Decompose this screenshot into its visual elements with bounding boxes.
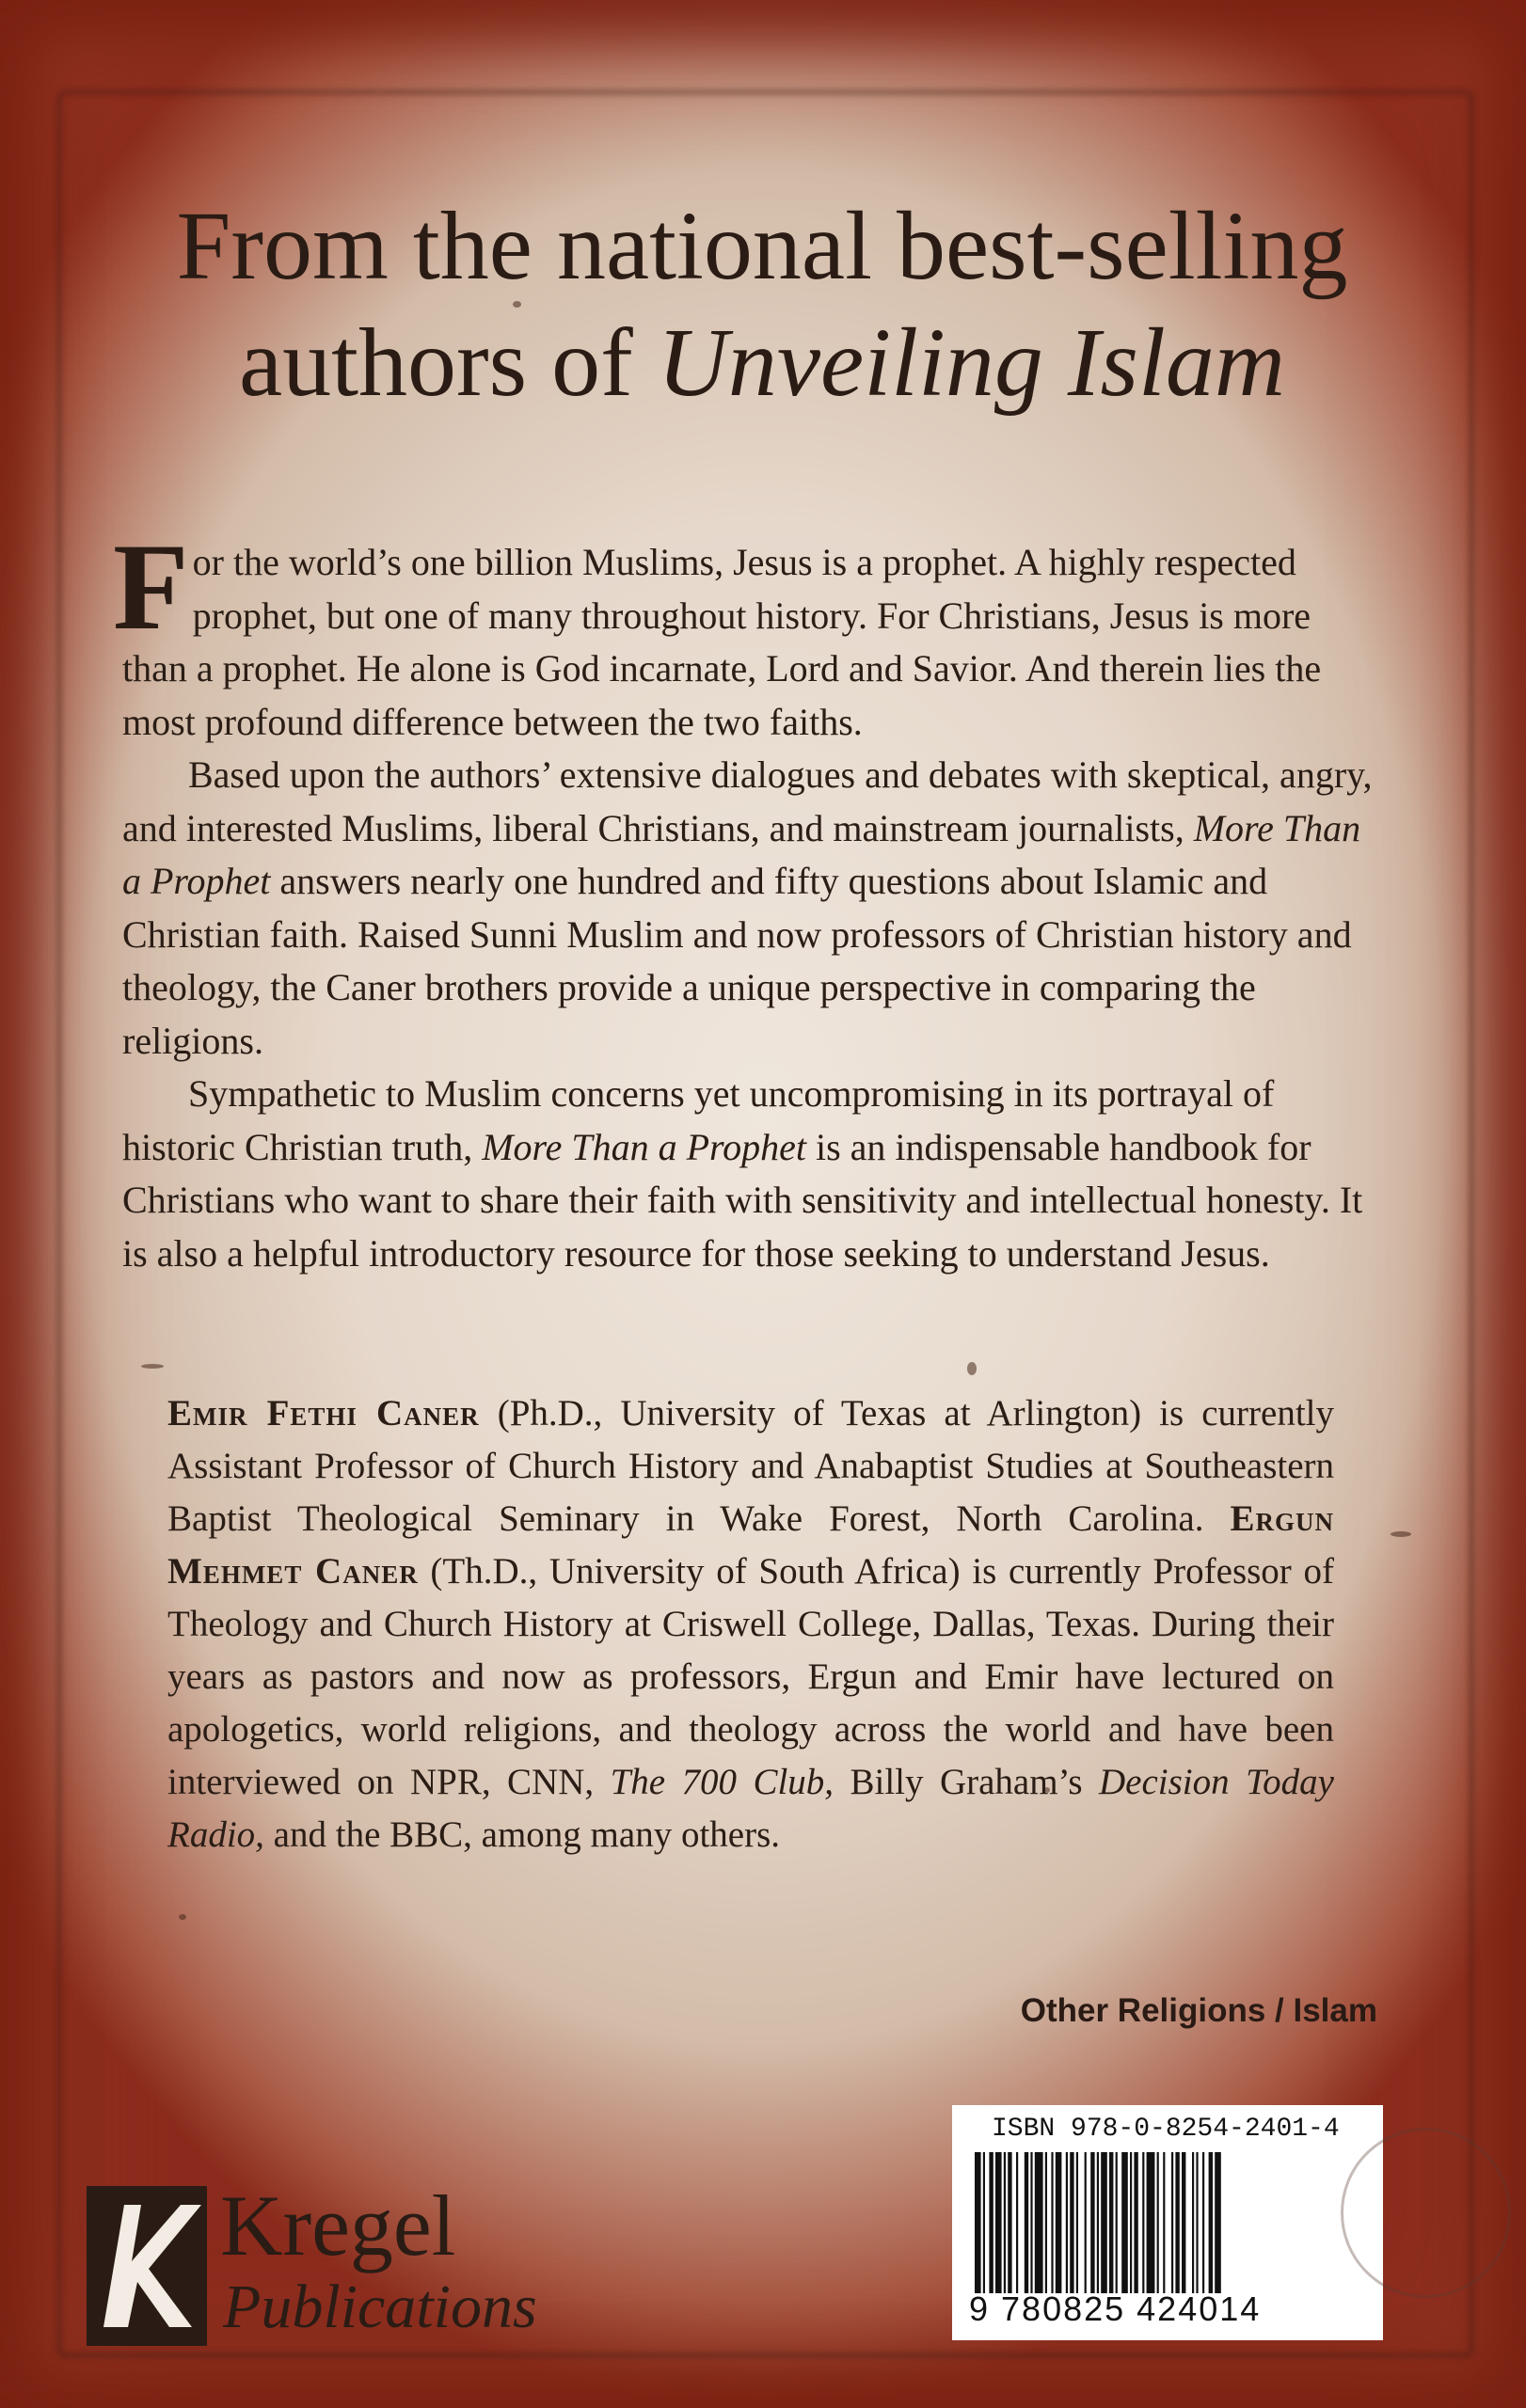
barcode-bar [1202, 2152, 1204, 2293]
bio-show-700-club: The 700 Club, [610, 1762, 835, 1802]
isbn-barcode [952, 2105, 1383, 2340]
barcode-bar [1157, 2152, 1159, 2293]
barcode-bar [1196, 2152, 1198, 2293]
headline-line2-prefix: authors of [238, 309, 658, 417]
description-p3-text-a: Sympathetic to Muslim concerns yet uncompromising in its portrayal of historic Christian truth, [122, 1072, 1275, 1168]
barcode-bar [1121, 2152, 1128, 2293]
gift-stamp [1341, 2128, 1511, 2298]
isbn-number: ISBN 978-0-8254-2401-4 [992, 2115, 1340, 2144]
bio-text-1: (Ph.D., University of Texas at Arlington) is currently Assistant Professor of Church History and Anabaptist Studies at Southeastern Baptist Theological Seminary in Wake Forest, North Carolina. [167, 1393, 1334, 1539]
barcode-bar [1192, 2152, 1194, 2293]
barcode-bar [1134, 2152, 1137, 2293]
description-p2-text-a: Based upon the authors’ extensive dialogues and debates with skeptical, angry, and interested Muslims, liberal Christians, and mainstream journalists, [122, 753, 1373, 849]
bio-show-decision-today: Decision Today Radio, [167, 1762, 1334, 1855]
author-bio [167, 1387, 1334, 1861]
barcode-bar [1051, 2152, 1053, 2293]
description-p1-text: or the world’s one billion Muslims, Jesus is a prophet. A highly respected prophet, but one of many throughout history. For Christians, Jesus is more than a prophet. He alone is God incarnate, Lord and Savior. And therein lies the most profound difference between the two faiths. [122, 541, 1322, 743]
description-paragraph-2 [122, 749, 1383, 1068]
barcode-bar [1035, 2152, 1043, 2293]
barcode-bar [1004, 2152, 1006, 2293]
category-label: Other Religions / Islam [1020, 1992, 1377, 2029]
barcode-bars [971, 2152, 1366, 2293]
speck [967, 1362, 977, 1375]
bio-text-4: and the BBC, among many others. [263, 1814, 781, 1855]
barcode-bar [1116, 2152, 1118, 2293]
author-bio-paragraph [167, 1387, 1334, 1861]
headline-line1: From the national best-selling [176, 192, 1348, 300]
barcode-bar [983, 2152, 985, 2293]
author-name-ergun: Ergun Mehmet Caner [167, 1498, 1334, 1592]
headline-book-title: Unveiling Islam [657, 309, 1285, 417]
barcode-bar [1215, 2152, 1221, 2293]
barcode-bar [1085, 2152, 1087, 2293]
barcode-bar [1209, 2152, 1213, 2293]
barcode-bar [975, 2152, 981, 2293]
barcode-bar [995, 2152, 1002, 2293]
barcode-bar [989, 2152, 993, 2293]
publisher-name: Kregel [220, 2178, 456, 2273]
description-paragraph-1 [113, 517, 1383, 749]
bio-text-2: (Th.D., University of South Africa) is currently Professor of Theology and Church History at Criswell College, Dallas, Texas. During their years as pastors and now as professors, Ergun and Emir have lectured on apologetics, world religions, and theology across the world and have been interviewed on NPR, CNN, [167, 1551, 1334, 1802]
barcode-bar [1101, 2152, 1107, 2293]
barcode-bar [1070, 2152, 1073, 2293]
kregel-k-icon [87, 2186, 207, 2346]
speck [1391, 1531, 1411, 1537]
author-name-emir: Emir Fethi Caner [167, 1393, 480, 1434]
description [113, 517, 1383, 1280]
barcode-digits: 9 780825 424014 [969, 2289, 1262, 2328]
barcode-bar [1056, 2152, 1062, 2293]
barcode-bar [1175, 2152, 1179, 2293]
description-p3-book-title: More Than a Prophet [482, 1125, 806, 1168]
barcode-bar [1109, 2152, 1113, 2293]
description-p2-book-title: More Than a Prophet [122, 806, 1361, 902]
speck [141, 1364, 164, 1369]
barcode-bar [1008, 2152, 1011, 2293]
barcode-bar [1030, 2152, 1032, 2293]
barcode-bar [1171, 2152, 1173, 2293]
barcode-bar [1025, 2152, 1028, 2293]
barcode-bar [1097, 2152, 1099, 2293]
barcode-bar [1076, 2152, 1078, 2293]
speck [179, 1914, 186, 1920]
barcode-bar [1147, 2152, 1155, 2293]
description-p2-text-b: answers nearly one hundred and fifty questions about Islamic and Christian faith. Raised Sunni Muslim and now professors of Christian history and theology, the Caner brothers provide a unique perspective in comparing the religions. [122, 860, 1352, 1062]
barcode-bar [1130, 2152, 1132, 2293]
publisher-logo [87, 2180, 576, 2350]
barcode-bar [1045, 2152, 1047, 2293]
barcode-bar [1090, 2152, 1094, 2293]
headline [56, 188, 1468, 421]
drop-cap: F [113, 517, 189, 656]
publisher-subtitle: Publications [223, 2273, 537, 2341]
barcode-bar [1142, 2152, 1144, 2293]
barcode-bar [1163, 2152, 1165, 2293]
barcode-bar [1066, 2152, 1068, 2293]
description-p3-text-b: is an indispensable handbook for Christians who want to share their faith with sensitivity and intellectual honesty. It is also a helpful introductory resource for those seeking to understand Jesus. [122, 1125, 1363, 1275]
barcode-bar [1182, 2152, 1185, 2293]
bio-text-3: Billy Graham’s [834, 1762, 1099, 1802]
barcode-bar [1016, 2152, 1018, 2293]
description-paragraph-3 [122, 1068, 1383, 1280]
